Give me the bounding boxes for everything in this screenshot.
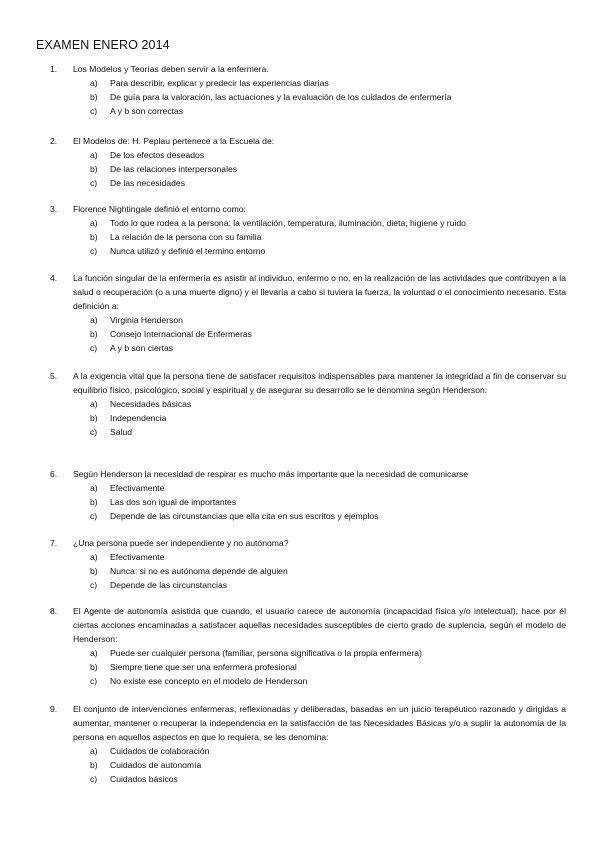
option-letter: a) (90, 483, 98, 493)
option-text: Consejo Internacional de Enfermeras (110, 329, 252, 339)
option-letter: c) (90, 178, 98, 188)
option-letter: c) (90, 580, 98, 590)
question-text: El Modelos de: H. Peplau pertenece a la Escuela de: (73, 136, 275, 146)
option-text: Cuidados de autonomía (110, 760, 202, 770)
option-text: Efectivamente (110, 552, 165, 562)
option-text: Salud (110, 427, 132, 437)
option-c (50, 341, 566, 355)
answer-options (50, 313, 566, 355)
option-text: A y b son correctas (110, 106, 184, 116)
answer-options (50, 76, 566, 118)
answer-options (50, 148, 566, 190)
option-letter: c) (90, 676, 98, 686)
option-c (50, 176, 566, 190)
option-text: Depende de las circunstancias (110, 580, 228, 590)
question-number: 4. (50, 273, 58, 283)
option-text: Cuidados básicos (110, 774, 178, 784)
question-3 (50, 202, 566, 258)
question-text: Los Modelos y Teorías deben servir a la enfermera. (73, 64, 269, 74)
option-text: De las relaciones interpersonales (110, 164, 238, 174)
option-text: Nunca: si no es autónoma depende de alguien (110, 566, 288, 576)
option-text: Siempre tiene que ser una enfermera profesional (110, 662, 297, 672)
option-b (50, 327, 566, 341)
option-a (50, 646, 566, 660)
question-text: La función singular de la enfermería es asistir al individuo, enfermo o no, en la realización de las actividades que contribuyen a la salud o recuperación (o a una muerte digno) y el llevaría a cabo si tuviera la fuerza, la voluntad o el conocimiento necesario. Esta definición a: (73, 273, 566, 311)
question-number: 9. (50, 704, 58, 714)
answer-options (50, 744, 566, 786)
option-letter: b) (90, 92, 98, 102)
option-letter: a) (90, 218, 98, 228)
option-letter: b) (90, 164, 98, 174)
option-text: No existe ese concepto en el modelo de Henderson (110, 676, 308, 686)
option-c (50, 578, 566, 592)
question-number: 8. (50, 606, 58, 616)
option-a (50, 397, 566, 411)
option-b (50, 230, 566, 244)
option-letter: a) (90, 648, 98, 658)
option-c (50, 244, 566, 258)
option-letter: c) (90, 774, 98, 784)
option-b (50, 758, 566, 772)
question-number: 2. (50, 136, 58, 146)
question-number: 5. (50, 371, 58, 381)
option-letter: a) (90, 746, 98, 756)
option-b (50, 564, 566, 578)
option-letter: b) (90, 566, 98, 576)
question-5 (50, 369, 566, 439)
option-b (50, 162, 566, 176)
answer-options (50, 550, 566, 592)
question-2 (50, 134, 566, 190)
option-letter: a) (90, 315, 98, 325)
option-letter: a) (90, 399, 98, 409)
option-a (50, 76, 566, 90)
option-letter: a) (90, 150, 98, 160)
option-a (50, 550, 566, 564)
option-b (50, 660, 566, 674)
option-c (50, 425, 566, 439)
option-a (50, 744, 566, 758)
question-text: Según Henderson la necesidad de respirar es mucho más importante que la necesidad de comunicarse (73, 469, 469, 479)
question-text: ¿Una persona puede ser independiente y no autónoma? (73, 538, 289, 548)
option-a (50, 148, 566, 162)
question-6 (50, 467, 566, 523)
option-text: Las dos son igual de importantes (110, 497, 237, 507)
option-text: De guía para la valoración, las actuaciones y la evaluación de los cuidados de enfermería (110, 92, 452, 102)
question-4 (50, 271, 566, 355)
option-text: Puede ser cualquier persona (familiar, persona significativa o la propia enfermera) (110, 648, 422, 658)
question-number: 3. (50, 204, 58, 214)
question-number: 6. (50, 469, 58, 479)
option-text: La relación de la persona con su familia (110, 232, 262, 242)
option-a (50, 481, 566, 495)
option-a (50, 313, 566, 327)
question-8 (50, 604, 566, 688)
option-letter: c) (90, 343, 98, 353)
answer-options (50, 397, 566, 439)
answer-options (50, 481, 566, 523)
option-letter: b) (90, 413, 98, 423)
option-text: Cuidados de colaboración (110, 746, 210, 756)
question-number: 1. (50, 64, 58, 74)
question-9 (50, 702, 566, 786)
option-letter: c) (90, 511, 98, 521)
question-text: El Agente de autonomía asistida que cuando, el usuario carece de autonomía (incapacidad física y/o intelectual), hace por él ciertas acciones encaminadas a satisfacer aquellas necesidades susceptibles de cierto grado de suplencia, según el modelo de Henderson: (73, 606, 566, 644)
option-letter: c) (90, 106, 98, 116)
answer-options (50, 216, 566, 258)
option-b (50, 495, 566, 509)
option-text: Nunca utilizó y definió el termino entorno (110, 246, 266, 256)
question-text: El conjunto de intervenciones enfermeras, reflexionadas y deliberadas, basadas en un juicio terapéutico razonado y dirigidas a aumentar, mantener o recuperar la independencia en la satisfacción de las Necesidades Básicas y/o a suplir la autonomía de la persona en aquellos aspectos en que lo requiera, se les denomina: (73, 704, 566, 742)
answer-options (50, 646, 566, 688)
option-text: Todo lo que rodea a la persona: la ventilación, temperatura, iluminación, dieta, higiene y ruido (110, 218, 466, 228)
option-letter: c) (90, 427, 98, 437)
question-1 (50, 62, 566, 118)
option-c (50, 509, 566, 523)
option-text: Virginia Henderson (110, 315, 183, 325)
question-number: 7. (50, 538, 58, 548)
option-letter: a) (90, 552, 98, 562)
option-text: Necesidades básicas (110, 399, 192, 409)
option-text: A y b son ciertas (110, 343, 174, 353)
option-letter: a) (90, 78, 98, 88)
option-text: Depende de las circunstancias que ella cita en sus escritos y ejemplos (110, 511, 379, 521)
option-letter: b) (90, 329, 98, 339)
option-text: De los efectos deseados (110, 150, 205, 160)
option-c (50, 104, 566, 118)
option-letter: b) (90, 497, 98, 507)
question-text: Florence Nightingale definió el entorno como: (73, 204, 246, 214)
option-letter: b) (90, 662, 98, 672)
option-a (50, 216, 566, 230)
option-text: De las necesidades (110, 178, 186, 188)
option-text: Para describir, explicar y predecir las experiencias diarias (110, 78, 329, 88)
option-text: Efectivamente (110, 483, 165, 493)
option-b (50, 90, 566, 104)
option-letter: b) (90, 232, 98, 242)
option-text: Independencia (110, 413, 167, 423)
option-b (50, 411, 566, 425)
option-c (50, 772, 566, 786)
question-text: A la exigencia vital que la persona tiene de satisfacer requisitos indispensables para mantener la integridad a fin de conservar su equilibrio físico, psicológico, social y espiritual y de asegurar su desarrollo se le denomina según Henderson: (73, 371, 566, 395)
option-c (50, 674, 566, 688)
option-letter: c) (90, 246, 98, 256)
question-7 (50, 536, 566, 592)
option-letter: b) (90, 760, 98, 770)
page-title: EXAMEN ENERO 2014 (36, 38, 170, 52)
